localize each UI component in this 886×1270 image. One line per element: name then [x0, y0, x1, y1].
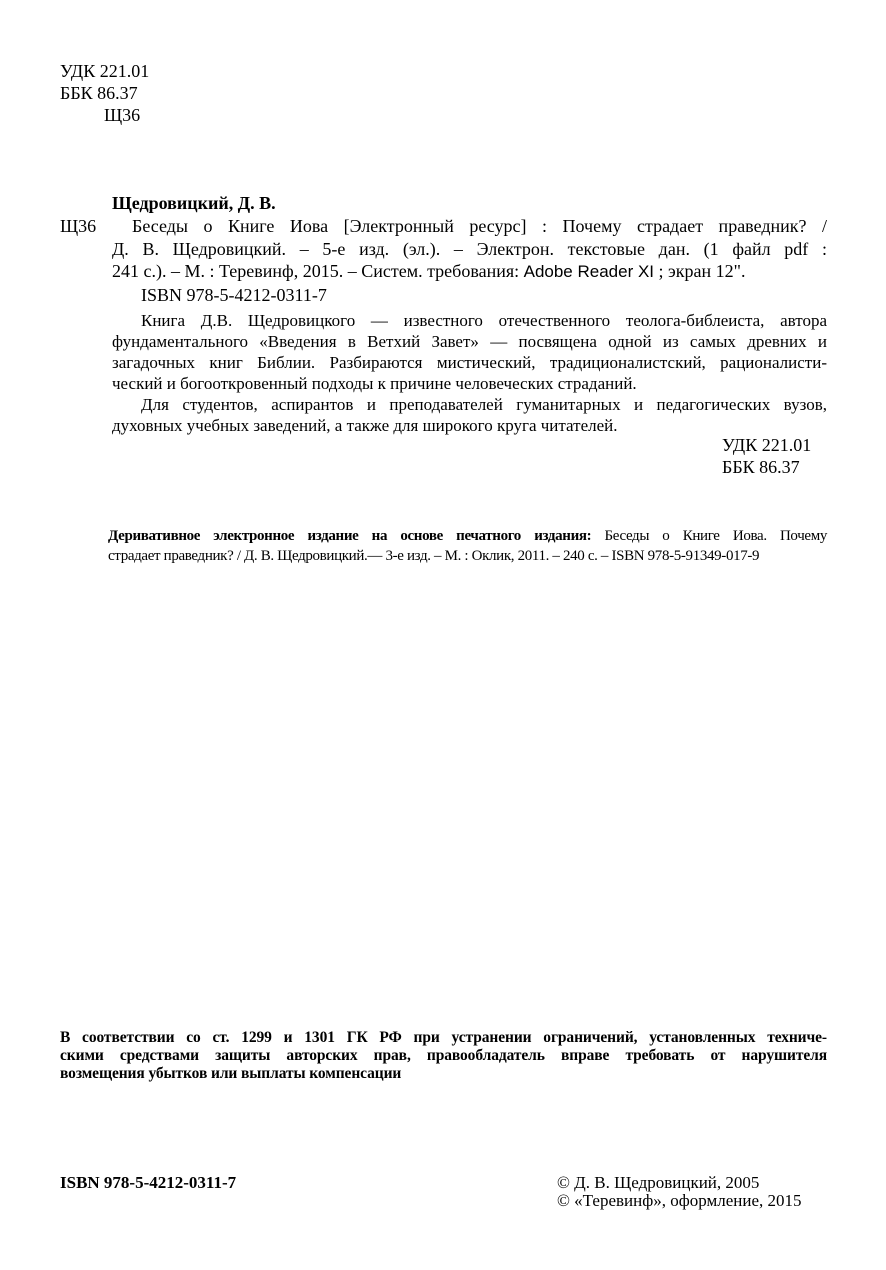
record-line-text: ; экран 12".	[654, 261, 746, 281]
footer-isbn: ISBN 978-5-4212-0311-7	[60, 1173, 237, 1192]
copyright-author: © Д. В. Щедровицкий, 2005	[557, 1173, 760, 1192]
annotation-line: Для студентов, аспирантов и преподавателей гуманитарных и педагогических вузов,	[141, 395, 827, 414]
record-line: Д. В. Щедровицкий. – 5-е изд. (эл.). – Электрон. текстовые дан. (1 файл pdf :	[112, 239, 827, 259]
annotation-udk: УДК 221.01	[722, 435, 812, 455]
bbk-code: ББК 86.37	[60, 83, 138, 103]
software-name: Adobe Reader XI	[523, 262, 655, 281]
legal-notice-line: В соответствии со ст. 1299 и 1301 ГК РФ при устранении ограничений, установленных техниче-	[60, 1029, 827, 1046]
record-author-mark: Щ36	[60, 216, 97, 236]
annotation-bbk: ББК 86.37	[722, 457, 800, 477]
annotation-line: Книга Д.В. Щедровицкого — известного отечественного теолога-библеиста, автора	[141, 311, 827, 330]
derivative-note-text: Беседы о Книге Иова. Почему	[591, 528, 827, 544]
record-line-text: 241 с.). – М. : Теревинф, 2015. – Систем. требования:	[112, 261, 524, 281]
annotation-line: загадочных книг Библии. Разбираются мистический, традиционалистский, рационалисти-	[112, 353, 827, 372]
record-line: Беседы о Книге Иова [Электронный ресурс] : Почему страдает праведник? /	[132, 216, 827, 236]
annotation-line: фундаментального «Введения в Ветхий Завет» — посвящена одной из самых древних и	[112, 332, 827, 351]
copyright-publisher: © «Теревинф», оформление, 2015	[557, 1191, 802, 1210]
annotation-line: духовных учебных заведений, а также для широкого круга читателей.	[112, 416, 618, 435]
legal-notice-line: возмещения убытков или выплаты компенсации	[60, 1065, 402, 1082]
udk-code: УДК 221.01	[60, 61, 150, 81]
legal-notice-line: скими средствами защиты авторских прав, правообладатель вправе требовать от нарушителя	[60, 1047, 827, 1064]
record-line	[112, 260, 745, 283]
author-mark: Щ36	[104, 105, 141, 125]
derivative-note-lead: Деривативное электронное издание на основе печатного издания:	[108, 528, 592, 544]
derivative-note-line	[108, 526, 827, 546]
annotation-line: ческий и богооткровенный подходы к причине человеческих страданий.	[112, 374, 637, 393]
record-isbn: ISBN 978-5-4212-0311-7	[141, 285, 327, 305]
derivative-note-line: страдает праведник? / Д. В. Щедровицкий.— 3-е изд. – М. : Оклик, 2011. – 240 с. – ISBN 978-5-91349-017-9	[108, 548, 760, 564]
record-heading: Щедровицкий, Д. В.	[112, 193, 276, 213]
